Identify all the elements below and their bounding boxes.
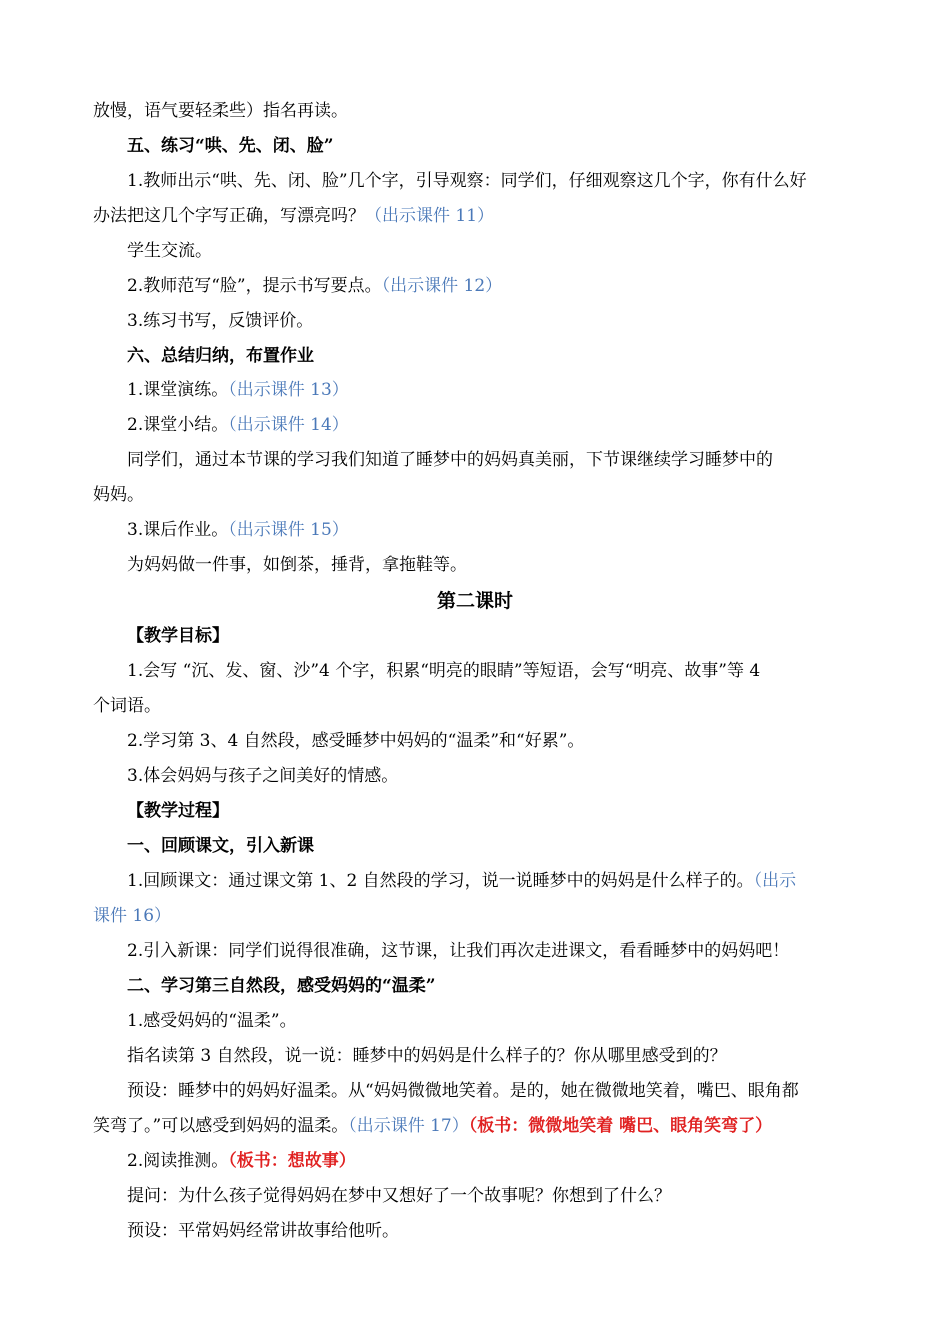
paragraph-line: 3.课后作业。（出示课件 15） xyxy=(127,520,349,540)
paragraph-line: 办法把这几个字写正确，写漂亮吗？（出示课件 11） xyxy=(93,206,495,226)
section-heading: 二、学习第三自然段，感受妈妈的“温柔” xyxy=(127,976,436,996)
paragraph-line: 2.引入新课：同学们说得很准确，这节课，让我们再次走进课文，看看睡梦中的妈妈吧！ xyxy=(127,941,790,961)
paragraph-line: 1.感受妈妈的“温柔”。 xyxy=(127,1011,297,1031)
paragraph-line: 3.体会妈妈与孩子之间美好的情感。 xyxy=(127,766,399,786)
courseware-note: （出示课件 11） xyxy=(365,206,495,226)
paragraph-line: 笑弯了。”可以感受到妈妈的温柔。（出示课件 17）（板书：微微地笑着 嘴巴、眼角笑弯了） xyxy=(93,1116,773,1136)
courseware-note: （出示 xyxy=(753,871,797,891)
paragraph-line: 2.阅读推测。（板书：想故事） xyxy=(127,1151,356,1171)
courseware-note: （出示课件 12） xyxy=(381,276,503,296)
section-heading: 一、回顾课文，引入新课 xyxy=(127,836,314,856)
courseware-note: 课件 16） xyxy=(93,906,172,926)
paragraph-line: 预设：平常妈妈经常讲故事给他听。 xyxy=(127,1221,399,1241)
paragraph-line: 2.学习第 3、4 自然段，感受睡梦中妈妈的“温柔”和“好累”。 xyxy=(127,731,585,751)
paragraph-line: 学生交流。 xyxy=(127,241,212,261)
courseware-note: （出示课件 13） xyxy=(228,380,349,400)
paragraph-line: 指名读第 3 自然段，说一说：睡梦中的妈妈是什么样子的？你从哪里感受到的？ xyxy=(127,1046,727,1066)
paragraph-line: 预设：睡梦中的妈妈好温柔。从“妈妈微微地笑着。是的，她在微微地笑着，嘴巴、眼角都 xyxy=(127,1081,799,1101)
lesson-title: 第二课时 xyxy=(436,590,513,612)
blackboard-note: （板书：微微地笑着 嘴巴、眼角笑弯了） xyxy=(468,1116,773,1136)
section-heading: 【教学过程】 xyxy=(127,801,229,821)
blackboard-note: （板书：想故事） xyxy=(228,1151,356,1171)
paragraph-line: 1.回顾课文：通过课文第 1、2 自然段的学习，说一说睡梦中的妈妈是什么样子的。（出示 xyxy=(127,871,797,891)
paragraph-line: 为妈妈做一件事，如倒茶，捶背，拿拖鞋等。 xyxy=(127,555,467,575)
section-heading: 五、练习“哄、先、闭、脸” xyxy=(127,136,334,156)
section-heading: 【教学目标】 xyxy=(127,626,229,646)
courseware-note: （出示课件 14） xyxy=(228,415,349,435)
section-heading: 六、总结归纳，布置作业 xyxy=(127,346,314,366)
paragraph-line: 妈妈。 xyxy=(93,485,144,505)
paragraph-line: 1.会写 “沉、发、窗、沙”4 个字，积累“明亮的眼睛”等短语，会写“明亮、故事”等 4 xyxy=(127,661,761,681)
paragraph-line: 3.练习书写，反馈评价。 xyxy=(127,311,314,331)
paragraph-line: 1.课堂演练。（出示课件 13） xyxy=(127,380,349,400)
paragraph-line: 2.教师范写“脸”，提示书写要点。（出示课件 12） xyxy=(127,276,503,296)
paragraph-line: 同学们，通过本节课的学习我们知道了睡梦中的妈妈真美丽，下节课继续学习睡梦中的 xyxy=(127,450,773,470)
paragraph-line: 1.教师出示“哄、先、闭、脸”几个字，引导观察：同学们，仔细观察这几个字，你有什么好 xyxy=(127,171,807,191)
courseware-note: （出示课件 17） xyxy=(348,1116,469,1136)
paragraph-line: 提问：为什么孩子觉得妈妈在梦中又想好了一个故事呢？你想到了什么？ xyxy=(127,1186,671,1206)
paragraph-line: 个词语。 xyxy=(93,696,161,716)
courseware-note: （出示课件 15） xyxy=(228,520,349,540)
paragraph-line: 2.课堂小结。（出示课件 14） xyxy=(127,415,349,435)
paragraph-line: 放慢，语气要轻柔些）指名再读。 xyxy=(93,101,348,121)
